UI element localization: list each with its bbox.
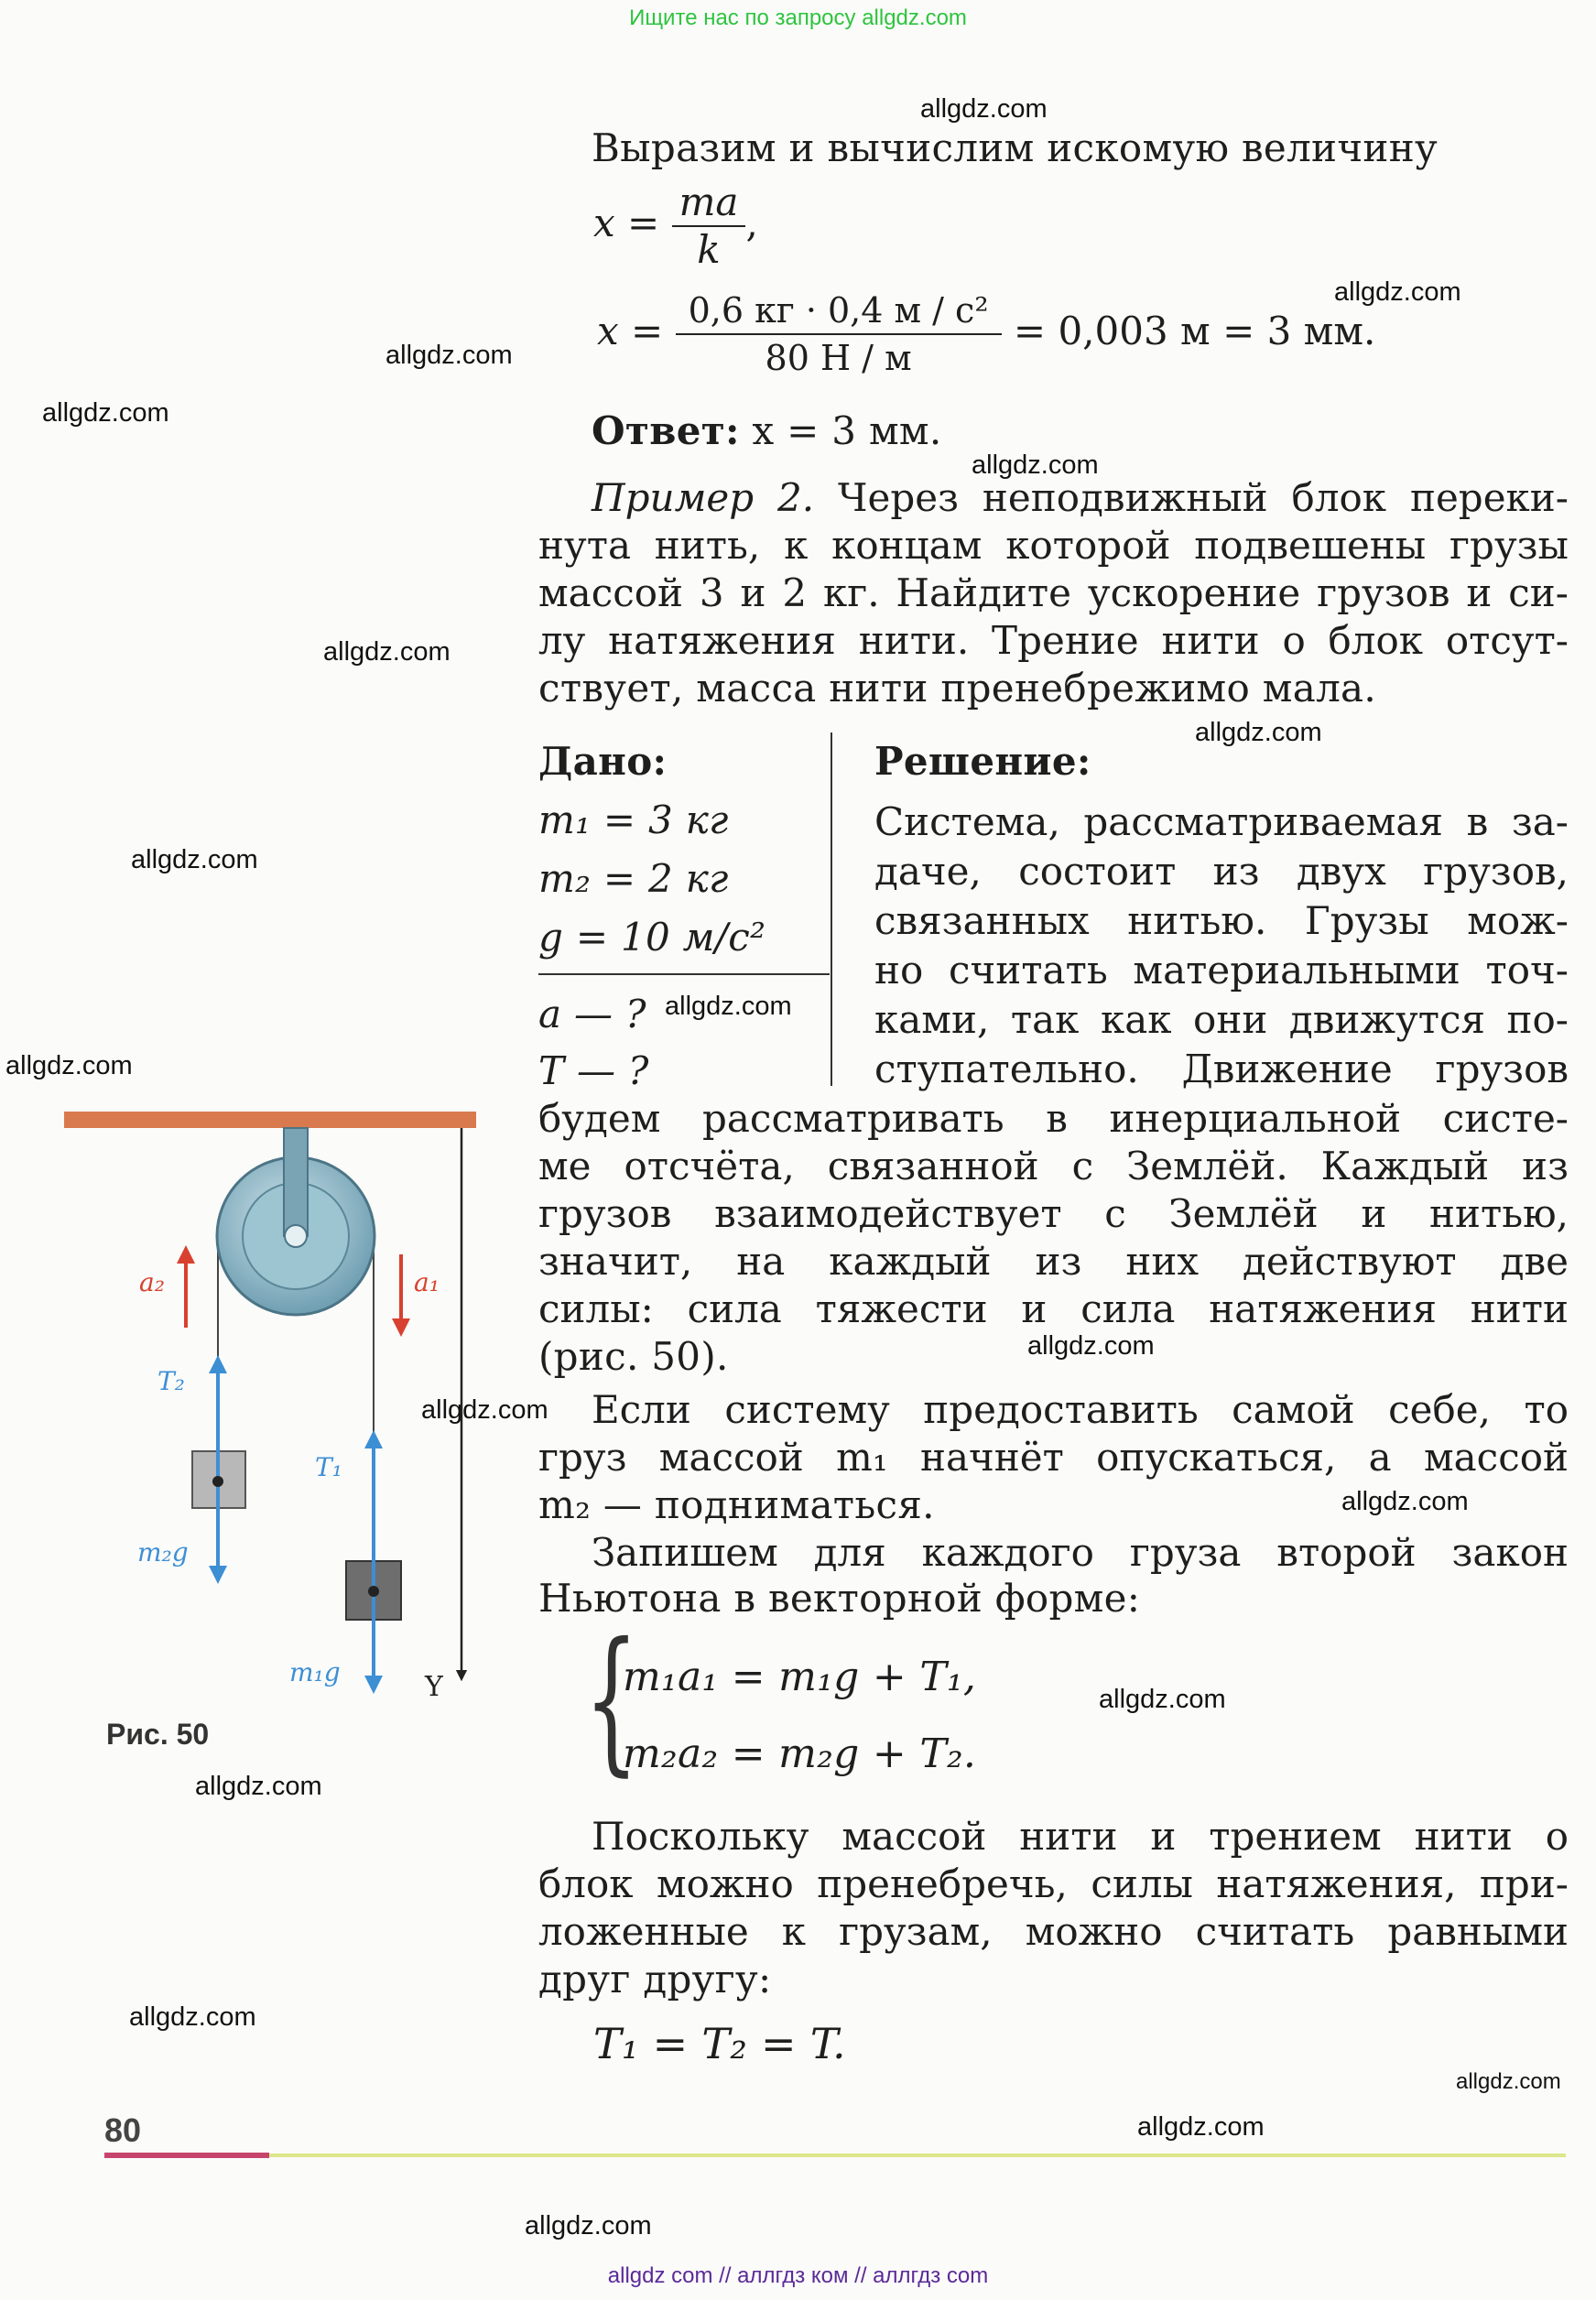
solution-line: ме отсчёта, связанной с Землёй. Каждый из xyxy=(538,1144,1569,1188)
solution-col-line: связанных нитью. Грузы мож- xyxy=(874,898,1569,943)
label-a2: a₂ xyxy=(139,1267,165,1297)
formula-x-ma-over-k: x = $\frac{ma}{k}$ , xyxy=(593,179,758,272)
bottom-watermark-banner: allgdz com // аллгдз ком // аллгдз com xyxy=(607,2263,989,2288)
solution-col-line: ками, так как они движутся по- xyxy=(874,997,1569,1042)
y-axis-label: Y xyxy=(425,1671,443,1703)
para4-line: ложенные к грузам, можно считать равными xyxy=(538,1909,1569,1954)
watermark: allgdz.com xyxy=(323,637,451,667)
para2-line: груз массой m₁ начнёт опускаться, а массой xyxy=(538,1435,1569,1480)
equation-1: m₁a₁ = m₁g + T₁, xyxy=(623,1654,977,1700)
watermark: allgdz.com xyxy=(1027,1331,1155,1361)
equation-2: m₂a₂ = m₂g + T₂. xyxy=(623,1730,977,1777)
label-T2: T₂ xyxy=(157,1366,185,1396)
para4-line: друг другу: xyxy=(538,1957,772,2002)
para2-line: Если систему предоставить самой себе, то xyxy=(592,1387,1569,1432)
watermark: allgdz.com xyxy=(385,341,513,370)
given-item-m2: m₂ = 2 кг xyxy=(538,856,729,901)
pulley-figure xyxy=(55,1099,494,1721)
example-line-2: нута нить, к концам которой подвешены грузы xyxy=(538,523,1569,568)
footer-rule-accent xyxy=(104,2153,269,2158)
watermark: allgdz.com xyxy=(1099,1685,1226,1714)
solution-line: будем рассматривать в инерциальной систе- xyxy=(538,1096,1569,1141)
page-number: 80 xyxy=(104,2111,142,2149)
box-2-center xyxy=(212,1476,223,1487)
example-line-5: ствует, масса нити пренебрежимо мала. xyxy=(538,666,1377,711)
equation-brace: { xyxy=(584,1610,639,1791)
answer-line: Ответ: x = 3 мм. xyxy=(592,408,942,453)
given-vertical-rule xyxy=(831,732,832,1086)
solution-col-line: даче, состоит из двух грузов, xyxy=(874,849,1569,894)
watermark: allgdz.com xyxy=(421,1395,548,1425)
label-m1g: m₁g xyxy=(289,1657,341,1687)
given-item-g: g = 10 м/с² xyxy=(538,915,766,960)
watermark: allgdz.com xyxy=(129,2002,256,2032)
watermark: allgdz.com xyxy=(131,845,258,874)
watermark: allgdz.com xyxy=(920,94,1048,124)
formula-x-numeric: x = $\frac{\text{0,6 кг · 0,4 м / с²}}{80 Н / м}$ = 0,003 м = 3 мм. xyxy=(597,288,1375,381)
para3-line: Запишем для каждого груза второй закон xyxy=(592,1530,1569,1575)
figure-caption: Рис. 50 xyxy=(106,1718,210,1751)
solution-heading: Решение: xyxy=(874,739,1091,784)
given-divider xyxy=(538,973,830,975)
unknown-a: a — ? xyxy=(538,992,646,1036)
para4-line: блок можно пренебречь, силы натяжения, при- xyxy=(538,1861,1569,1906)
given-item-m1: m₁ = 3 кг xyxy=(538,797,729,842)
box-1-center xyxy=(368,1586,379,1597)
top-watermark-banner: Ищите нас по запросу allgdz.com xyxy=(629,5,967,30)
footer-rule xyxy=(269,2154,1566,2157)
para2-line: m₂ — подниматься. xyxy=(538,1482,935,1527)
final-equation: T₁ = T₂ = T. xyxy=(593,2019,846,2068)
solution-line: (рис. 50). xyxy=(538,1334,729,1379)
ceiling xyxy=(64,1112,476,1128)
label-m2g: m₂g xyxy=(137,1537,189,1568)
example-line-1: Пример 2. Через неподвижный блок переки- xyxy=(592,475,1569,520)
watermark: allgdz.com xyxy=(665,992,792,1021)
intro-line: Выразим и вычислим искомую величину xyxy=(592,125,1439,170)
watermark: allgdz.com xyxy=(195,1772,322,1801)
solution-col-line: ступательно. Движение грузов xyxy=(874,1047,1569,1091)
solution-line: грузов взаимодействует с Землёй и нитью, xyxy=(538,1191,1569,1236)
solution-line: силы: сила тяжести и сила натяжения нити xyxy=(538,1286,1569,1331)
watermark: allgdz.com xyxy=(1195,718,1322,747)
watermark: allgdz.com xyxy=(525,2211,652,2240)
watermark: allgdz.com xyxy=(972,450,1099,480)
unknown-T: T — ? xyxy=(538,1048,649,1093)
pulley-axle xyxy=(285,1225,307,1247)
example-line-3: массой 3 и 2 кг. Найдите ускорение грузов и си- xyxy=(538,570,1569,615)
example-line-4: лу натяжения нити. Трение нити о блок отсут- xyxy=(538,618,1569,663)
label-T1: T₁ xyxy=(315,1452,342,1482)
solution-line: значит, на каждый из них действуют две xyxy=(538,1239,1569,1284)
given-heading: Дано: xyxy=(538,739,668,784)
solution-col-line: но считать материальными точ- xyxy=(874,948,1569,993)
watermark: allgdz.com xyxy=(1137,2112,1265,2142)
label-a1: a₁ xyxy=(414,1267,440,1297)
para4-line: Поскольку массой нити и трением нити о xyxy=(592,1814,1569,1859)
watermark: allgdz.com xyxy=(1334,277,1461,307)
watermark: allgdz.com xyxy=(1341,1487,1469,1516)
solution-col-line: Система, рассматриваемая в за- xyxy=(874,799,1569,844)
watermark: allgdz.com xyxy=(5,1051,133,1080)
para3-line: Ньютона в векторной форме: xyxy=(538,1576,1141,1621)
pulley-mount xyxy=(284,1128,308,1236)
watermark: allgdz.com xyxy=(1456,2069,1561,2094)
watermark: allgdz.com xyxy=(42,398,169,428)
